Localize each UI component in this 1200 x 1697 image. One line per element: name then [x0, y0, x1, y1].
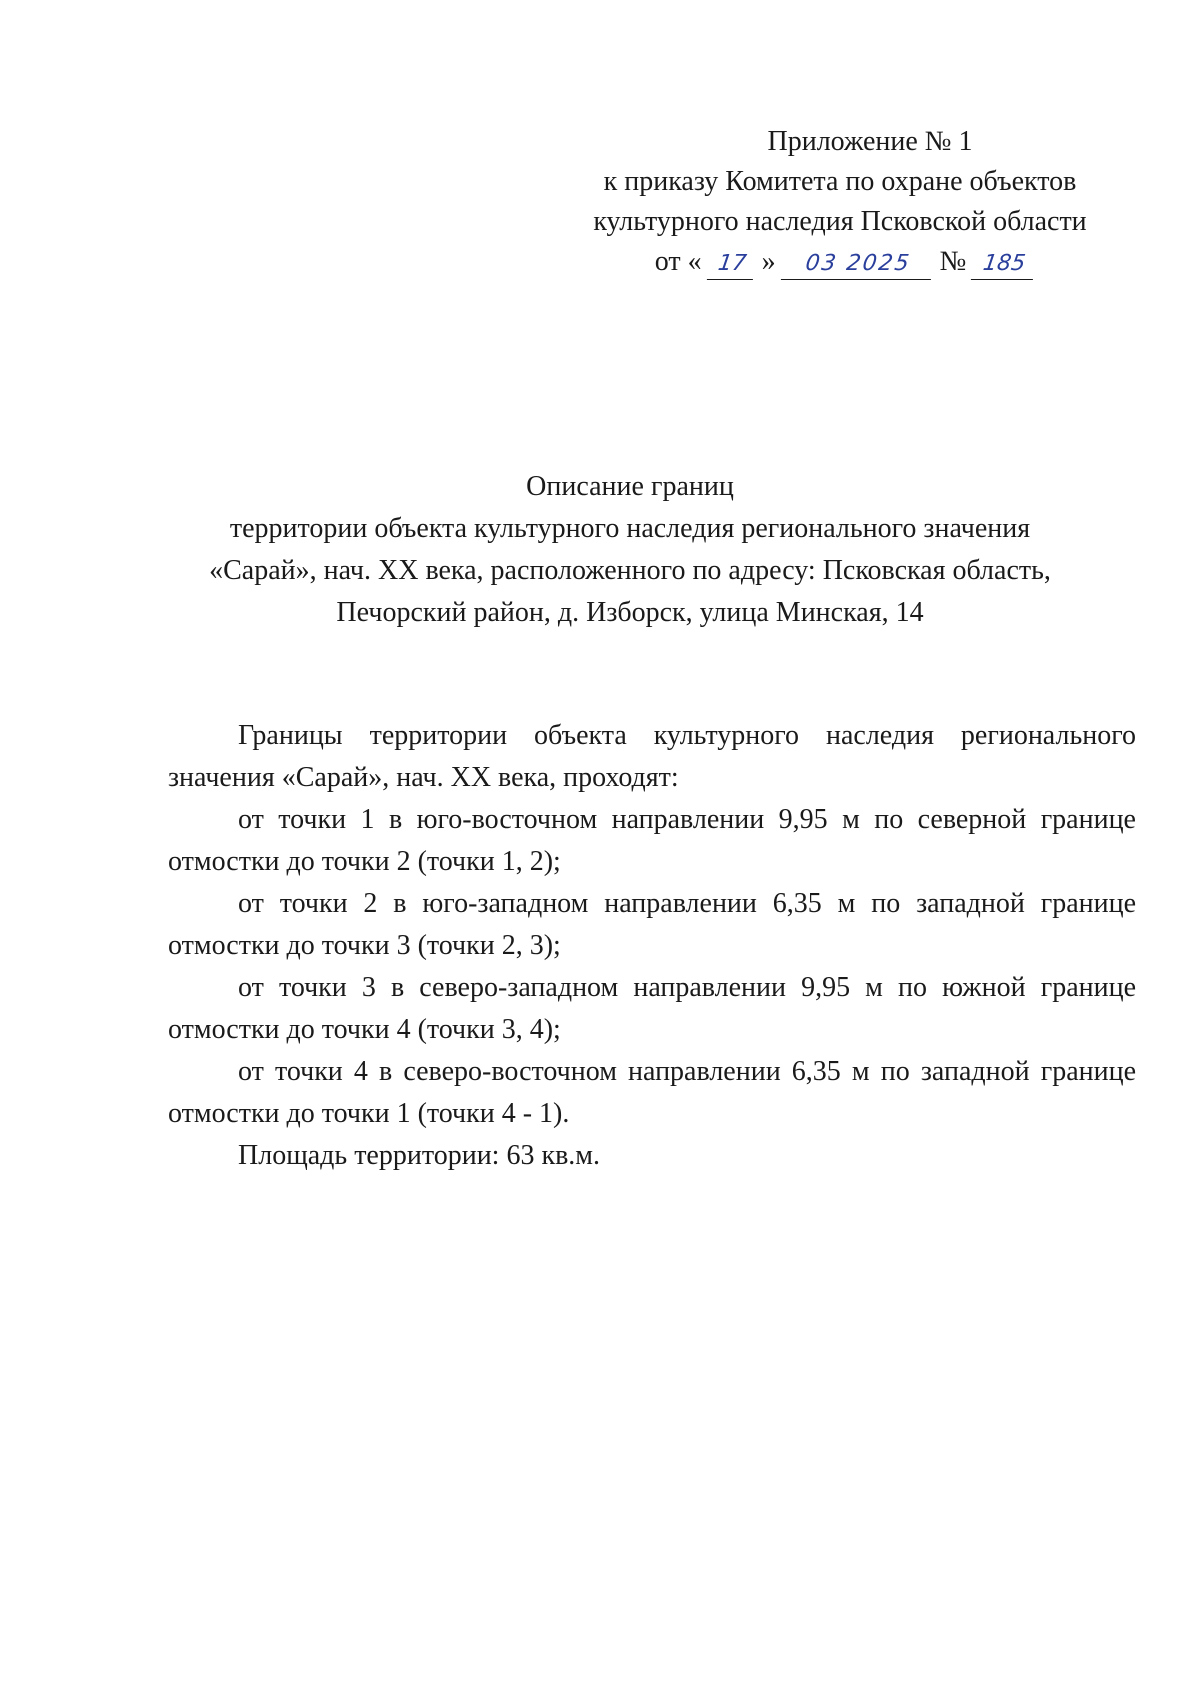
- appendix-committee-name: культурного наследия Псковской области: [593, 206, 1087, 237]
- body-paragraph: от точки 4 в северо-восточном направлении 6,35 м по западной границе отмостки до точки 1 (точки 4 - 1).: [168, 1056, 1136, 1129]
- appendix-title: Приложение № 1: [767, 126, 973, 157]
- appendix-order-reference: к приказу Комитета по охране объектов: [603, 166, 1077, 197]
- body-paragraph: от точки 3 в северо-западном направлении 9,95 м по южной границе отмостки до точки 4 (точки 3, 4);: [168, 972, 1136, 1045]
- appendix-date-line: [560, 242, 1120, 282]
- body-paragraph-area: Площадь территории: 63 кв.м.: [238, 1140, 601, 1171]
- date-mid: »: [761, 246, 776, 277]
- heading-line-4: Печорский район, д. Изборск, улица Минская, 14: [336, 597, 924, 628]
- date-prefix: от «: [654, 246, 702, 277]
- body-paragraph: от точки 2 в юго-западном направлении 6,35 м по западной границе отмостки до точки 3 (точки 2, 3);: [168, 888, 1136, 961]
- heading-title: Описание границ: [526, 471, 734, 502]
- heading-line-2: территории объекта культурного наследия регионального значения: [229, 513, 1031, 544]
- handwritten-month-year: 03 2025: [780, 249, 934, 280]
- body-paragraph: Границы территории объекта культурного наследия регионального значения «Сарай», нач. ХХ века, проходят:: [168, 720, 1136, 793]
- body-paragraph: от точки 1 в юго-восточном направлении 9,95 м по северной границе отмостки до точки 2 (точки 1, 2);: [168, 804, 1136, 877]
- handwritten-day: 17: [706, 249, 756, 280]
- appendix-header: [560, 122, 1120, 282]
- document-body: [168, 715, 1136, 1177]
- number-label: №: [939, 246, 967, 277]
- handwritten-order-number: 185: [971, 249, 1037, 280]
- heading-line-3: «Сарай», нач. ХХ века, расположенного по адресу: Псковская область,: [209, 555, 1051, 586]
- document-heading: [130, 466, 1130, 634]
